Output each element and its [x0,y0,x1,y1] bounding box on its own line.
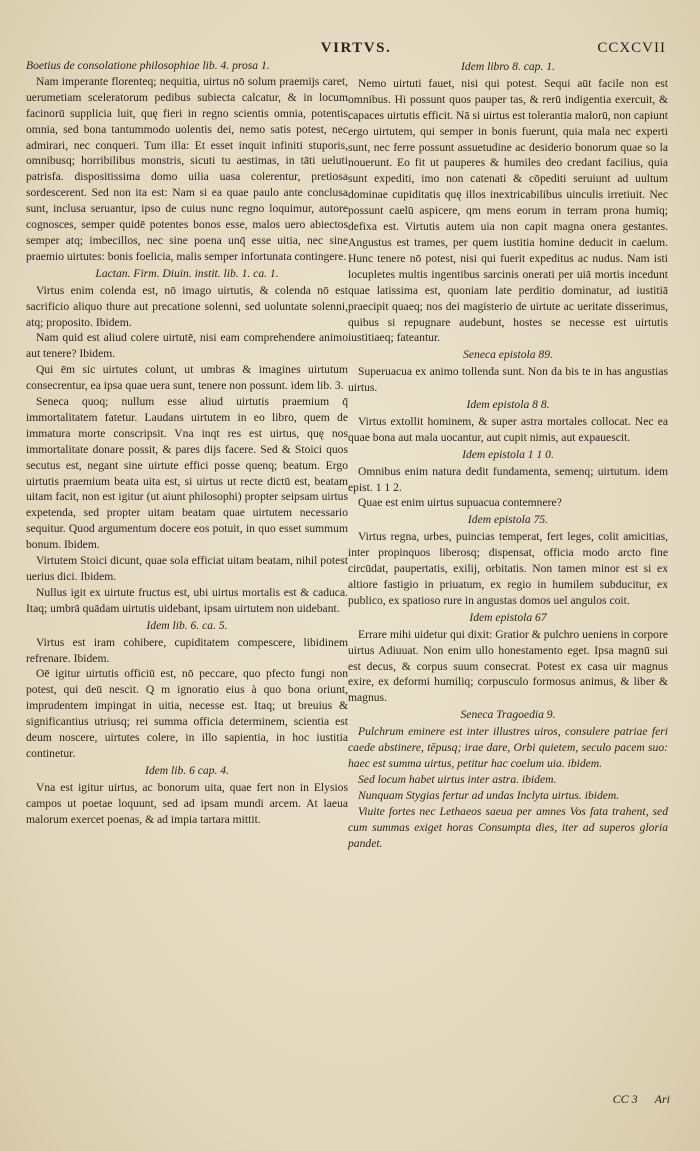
right-paragraph: Omnibus enim natura dedit fundamenta, semenq; uirtutum. idem epist. 1 1 2. [348,464,668,494]
folio-number: CCXCVII [597,40,666,56]
right-paragraph: Superuacua ex animo tollenda sunt. Non da bis te in has angustias uirtus. [348,365,668,395]
page-footer [520,1092,670,1107]
left-paragraph: Nullus igit ex uirtute fructus est, ubi uirtus mortalis est & caduca. Itaq; umbrā quādam uirtutis uidebant, ipsam uirtutem non uidebant. [26,585,348,615]
left-paragraph: Vna est igitur uirtus, ac bonorum uita, quae fert non in Elysios campos ut poetae loquunt, sed ad ipsam mundi arcem. At laeua malorum exercet poenas, & ad impia tartara mittit. [26,780,348,826]
left-citation: Idem lib. 6. ca. 5. [146,618,228,632]
right-citation: Idem epistola 1 1 0. [462,447,554,461]
left-paragraph: Virtus enim colenda est, nō imago uirtutis, & colenda nō est sacrificio aliquo thure aut precatione solenni, sed uoluntate solenni, atq; proposito. Ibidem. [26,283,348,329]
right-citation: Idem libro 8. cap. 1. [461,60,555,73]
right-verse-quote: Nunquam Stygias fertur ad undas Inclyta uirtus. ibidem. [358,788,620,802]
right-verse-quote: Sed locum habet uirtus inter astra. ibidem. [358,772,557,786]
right-column [348,58,668,851]
right-citation: Idem epistola 8 8. [466,398,550,412]
right-paragraph: Errare mihi uidetur qui dixit: Gratior & pulchro ueniens in corpore uirtus Adiuuat. Non enim ullo honestamento eget. Ipsa magnū sui est decus, & corpus suum consecrat. Potest ex casa uir magnus exire, ex deformi humiliq; corpusculo formosus animus, & liber & magnus. [348,627,668,705]
right-paragraph: Virtus extollit hominem, & super astra mortales collocat. Nec ea quae bona aut mala uocantur, aut cupit nimis, aut expauescit. [348,414,668,444]
right-citation: Idem epistola 75. [467,513,549,527]
left-paragraph: Nam quid est aliud colere uirtutē, nisi eam comprehendere animo aut tenere? Ibidem. [26,331,348,361]
right-citation: Seneca epistola 89. [463,348,553,362]
running-title: VIRTVS. [320,40,392,56]
right-verse-quote: Viuite fortes nec Lethaeos saeua per amnes Vos fata trahent, sed cum summas exiget horas Consumpta dies, iter ad superos gloria pandet. [348,804,668,850]
right-citation: Idem epistola 67 [469,610,547,624]
signature-mark: CC 3 [612,1092,638,1106]
left-citation: Idem lib. 6 cap. 4. [144,763,230,777]
right-paragraph: Virtus regna, urbes, puincias temperat, fert leges, colit amicitias, inter propinquos liberosq; dispensat, officia modo arcto fine circūdat, paupertatis, exilij, orbitatis. Non tamen minor est si ex altiore fastigio in priuatum, ex regio in humilem subducitur, ex publico, ex spatioso rure in angustas domos uel angulos coit. [348,530,668,607]
left-paragraph: Nam imperante florenteq; nequitia, uirtus nō solum praemijs caret, uerumetiam sceleratorum pedibus subiecta calcatur, & in locum facinorū supplicia luit, quę fieri in regno scientis omnia, potentis omnia, sed bona tantummodo uolentis dei, nemo satis potest, nec admirari, nec conqueri. Tum illa: Et esset inquit infiniti stuporis, omnibusq; horribilibus monstris, sicuti tu aestimas, in tāti ueluti patrisfa. dispositissima domo uilia uasa colerentur, pretiosa sordescerent. Sed non ita est: Nam si ea quae paulo ante conclusa sunt, inclusa seruantur, ipso de cuius nunc regno loquimur, autore cognosces, semper quidē potentes bonos esse, malos uero abiectos semper atq; imbecillos, nec sine poena unq̄ esse uitia, nec sine praemio uirtutes: bonis foelicia, malis semper infortunata contingere. [26,74,348,263]
left-citation: Lactan. Firm. Diuin. instit. lib. 1. ca. 1. [95,266,279,280]
right-verse-quote: Pulchrum eminere est inter illustres uiros, consulere patriae feri caede abstinere, tēpusq; irae dare, Orbi quietem, seculo pacem suo: haec est summa uirtus, petitur hac coelum uia. ibidem. [348,725,668,770]
catchword: Ari [654,1092,670,1106]
left-paragraph: Virtutem Stoici dicunt, quae sola efficiat uitam beatam, nihil potest uerius dici. Ibidem. [26,554,348,583]
left-column [26,58,348,828]
left-paragraph: Virtus est iram cohibere, cupiditatem compescere, libidinem refrenare. Ibidem. [26,635,348,665]
left-source-heading: Boetius de consolatione philosophiae lib. 4. prosa 1. [26,59,270,72]
left-paragraph: Qui ēm sic uirtutes colunt, ut umbras & imagines uirtutum consecrentur, ea ipsa quae uera sunt, tenere non possunt. idem lib. 3. [26,363,348,393]
left-paragraph: Seneca quoq; nullum esse aliud uirtutis praemium q̄ immortalitatem fatetur. Laudans uirtutem in eo libro, quem de immatura morte conscripsit. Vna inqt res est uirtus, quę nos immortalitate donare possit, & pares dijs facere. Sed & Stoici quos secutus est, negant sine uirtute effici posse quenq; beatum. Ergo uirtutis praemium beata uita est, si uirtus ut recte dictū est, beatam uitam facit, non est igitur (ut aiunt philosophi) propter seipsam uirtus expetenda, sed propter uitam beatam quae uirtutem necessario sequitur. Quod argumentum docere eos potuit, in quo esset summum bonum. Ibidem. [26,395,348,552]
left-paragraph: Oē igitur uirtutis officiū est, nō peccare, quo pfecto fungi non potest, qui deū nescit. Q m ignoratio eius à quo bona oriunt, imprudentem impingat in uitia, necesse est. Itaq; ut breuius & significantius utriusq; rei summa officia determinem, scientia est deum noscere, uirtutes colere, in illo sapientia, in hoc iustitia continetur. [26,667,348,760]
right-citation: Seneca Tragoedia 9. [460,708,556,722]
right-paragraph: Quae est enim uirtus supuacua contemnere? [358,496,562,510]
right-paragraph: Nemo uirtuti fauet, nisi qui potest. Sequi aūt facile non est omnibus. Hi possunt quos pauper tas, & rerū indigentia exercuit, & capaces uirtutis efficit. Nā si uirtus est tolerantia malorū, non capiunt ergo uirtutem, qui semper in bonis fuerunt, quia mala nec experti sunt, nec ferre possunt assuetudine ac desiderio bonorum quae so la nouerunt. Eo fit ut pauperes & humiles deo credant facilius, quia sunt expediti, imo non catenati & cōpediti seruiunt ad uultum dominae cupiditatis quę illos inextricabilibus uinculis irretiuit. Nec possunt caelū aspicere, qm mens eorum in terram prona humiq; defixa est. Virtutis autem uia non capit magna onera gestantes. Angustus est trames, per quem iustitia homine deducit in caelum. Hunc tenere nō potest, nisi qui fuerit expeditus ac nudus. Nam isti locupletes multis ingentibus sarcinis onerati per uiā mortis incedunt quae latissima est, quoniam late perditio dominatur, ad iustitiā praecipit quaeq; nos dei magisterio de uirtute ac ueritate disserimus, quibus si repugnare audebunt, hostes se necesse est uirtutis iustitiaeq; fateantur. [348,76,668,345]
